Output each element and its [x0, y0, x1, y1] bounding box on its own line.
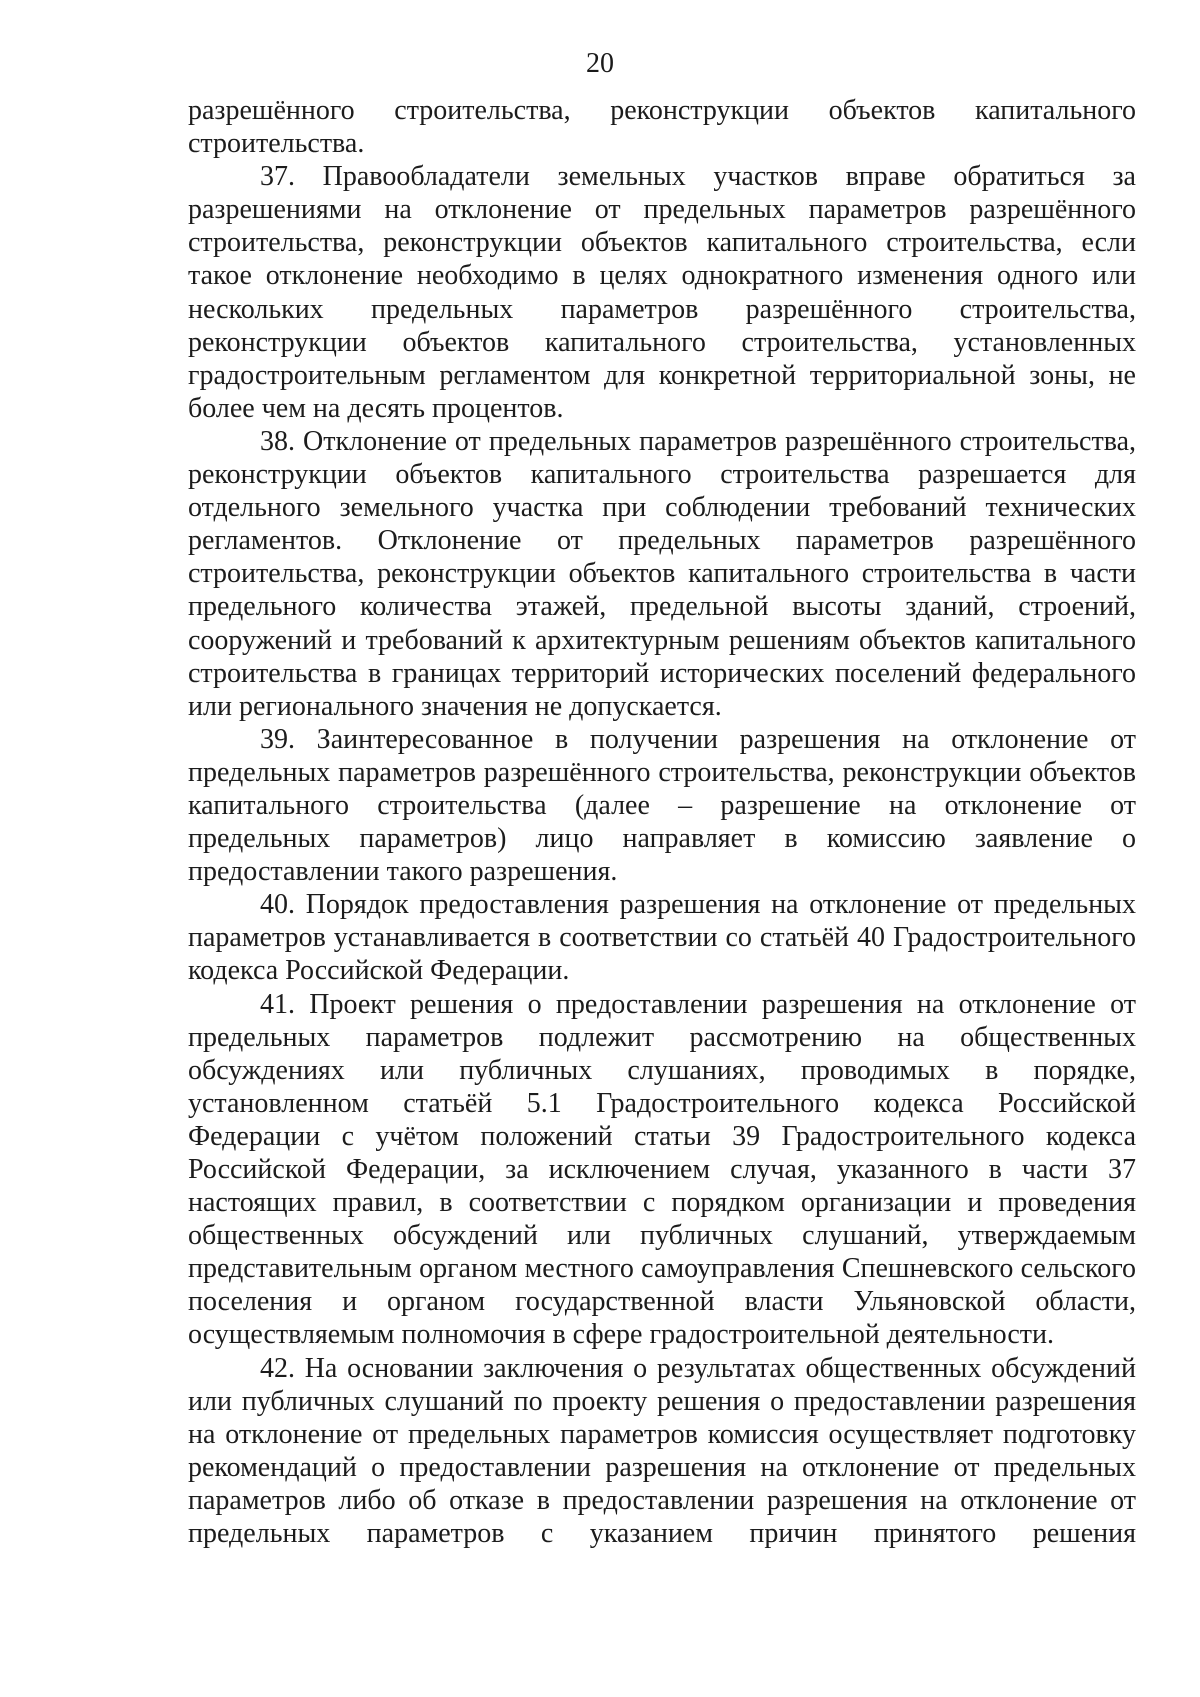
- document-body: [188, 94, 1136, 1550]
- paragraph-37: 37. Правообладатели земельных участков вправе обратиться за разрешениями на отклонение от предельных параметров разрешённого строительства, реконструкции объектов капитального строительства, если такое отклонение необходимо в целях однократного изменения одного или нескольких предельных параметров разрешённого строительства, реконструкции объектов капитального строительства, установленных градостроительным регламентом для конкретной территориальной зоны, не более чем на десять процентов.: [188, 161, 1136, 424]
- paragraph-38: 38. Отклонение от предельных параметров разрешённого строительства, реконструкции объектов капитального строительства разрешается для отдельного земельного участка при соблюдении требований технических регламентов. Отклонение от предельных параметров разрешённого строительства, реконструкции объектов капитального строительства в части предельного количества этажей, предельной высоты зданий, строений, сооружений и требований к архитектурным решениям объектов капитального строительства в границах территорий исторических поселений федерального или регионального значения не допускается.: [188, 425, 1136, 722]
- paragraph-41: 41. Проект решения о предоставлении разрешения на отклонение от предельных параметров подлежит рассмотрению на общественных обсуждениях или публичных слушаниях, проводимых в порядке, установленном статьёй 5.1 Градостроительного кодекса Российской Федерации с учётом положений статьи 39 Градостроительного кодекса Российской Федерации, за исключением случая, указанного в части 37 настоящих правил, в соответствии с порядком организации и проведения общественных обсуждений или публичных слушаний, утверждаемым представительным органом местного самоуправления Спешневского сельского поселения и органом государственной власти Ульяновской области, осуществляемым полномочия в сфере градостроительной деятельности.: [188, 988, 1136, 1351]
- paragraph-39: 39. Заинтересованное в получении разрешения на отклонение от предельных параметров разрешённого строительства, реконструкции объектов капитального строительства (далее – разрешение на отклонение от предельных параметров) лицо направляет в комиссию заявление о предоставлении такого разрешения.: [188, 723, 1136, 888]
- paragraph-continuation: разрешённого строительства, реконструкции объектов капитального строительства.: [188, 95, 1136, 160]
- paragraph-42: 42. На основании заключения о результатах общественных обсуждений или публичных слушаний по проекту решения о предоставлении разрешения на отклонение от предельных параметров комиссия осуществляет подготовку рекомендаций о предоставлении разрешения на отклонение от предельных параметров либо об отказе в предоставлении разрешения на отклонение от предельных параметров с указанием причин принятого решения: [188, 1352, 1136, 1550]
- paragraph-40: 40. Порядок предоставления разрешения на отклонение от предельных параметров устанавливается в соответствии со статьёй 40 Градостроительного кодекса Российской Федерации.: [188, 889, 1136, 987]
- page-number: 20: [586, 48, 614, 79]
